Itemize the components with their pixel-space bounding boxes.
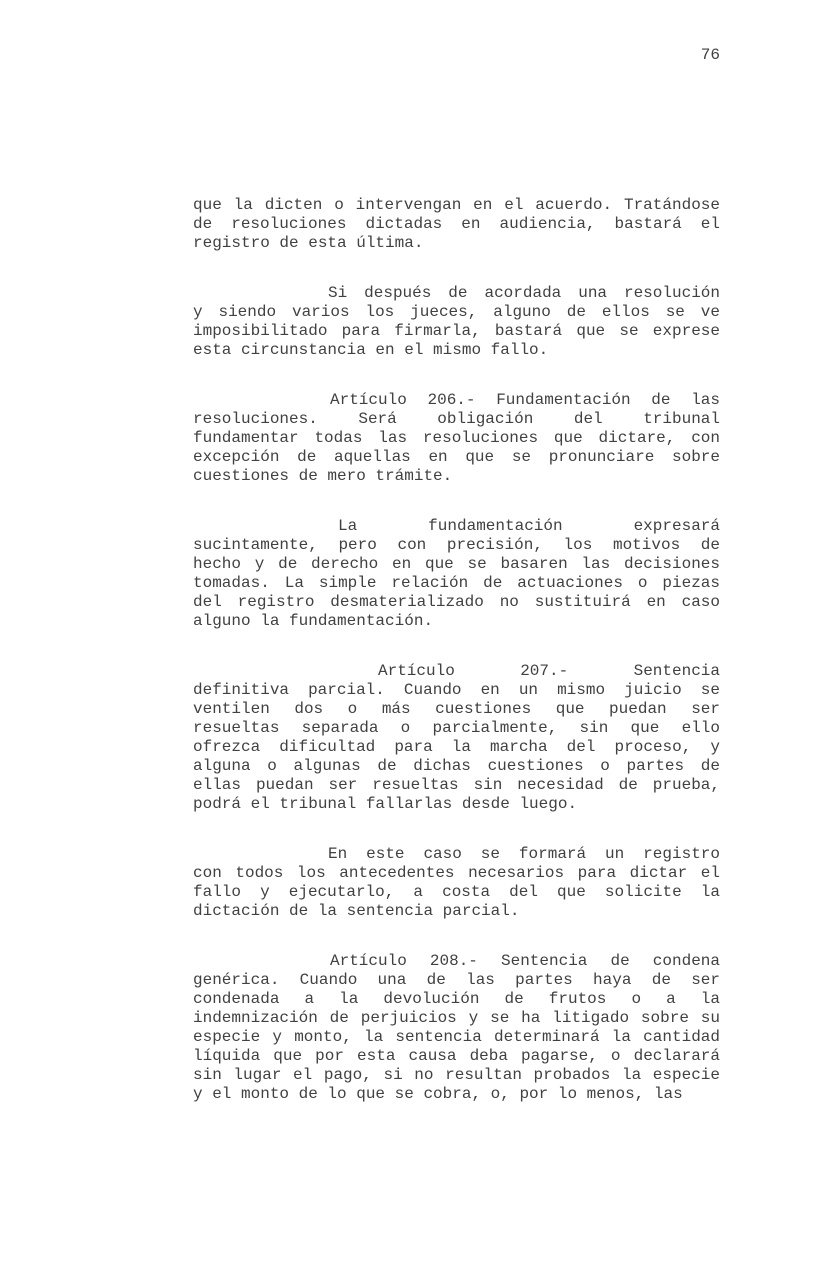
text-line: sucintamente, pero con precisión, los motivos de xyxy=(193,536,720,554)
text-line: podrá el tribunal fallarlas desde luego. xyxy=(193,795,578,813)
document-content xyxy=(193,196,720,1104)
text-line: alguno la fundamentación. xyxy=(193,612,434,630)
text-line: de resoluciones dictadas en audiencia, bastará el xyxy=(193,215,720,233)
text-line: ellas puedan ser resueltas sin necesidad de prueba, xyxy=(193,776,720,794)
text-line: definitiva parcial. Cuando en un mismo juicio se xyxy=(193,681,720,699)
text-line: esta circunstancia en el mismo fallo. xyxy=(193,341,549,359)
text-line: fallo y ejecutarlo, a costa del que solicite la xyxy=(193,883,720,901)
text-line: resoluciones. Será obligación del tribunal xyxy=(193,410,720,428)
text-line: excepción de aquellas en que se pronunciare sobre xyxy=(193,448,720,466)
paragraph xyxy=(193,952,720,1104)
text-line: y el monto de lo que se cobra, o, por lo menos, las xyxy=(193,1085,683,1103)
text-line: que la dicten o intervengan en el acuerdo. Tratándose xyxy=(193,196,720,214)
text-line: fundamentar todas las resoluciones que dictare, con xyxy=(193,429,720,447)
text-line: indemnización de perjuicios y se ha litigado sobre su xyxy=(193,1009,720,1027)
paragraph xyxy=(193,517,720,631)
text-line: condenada a la devolución de frutos o a la xyxy=(193,990,720,1008)
text-line: hecho y de derecho en que se basaren las decisiones xyxy=(193,555,720,573)
text-line: ofrezca dificultad para la marcha del proceso, y xyxy=(193,738,720,756)
text-line: tomadas. La simple relación de actuaciones o piezas xyxy=(193,574,720,592)
paragraph xyxy=(193,196,720,253)
text-line: Artículo 206.- Fundamentación de las xyxy=(330,391,720,409)
text-line: dictación de la sentencia parcial. xyxy=(193,902,520,920)
text-line: resueltas separada o parcialmente, sin que ello xyxy=(193,719,720,737)
text-line: registro de esta última. xyxy=(193,234,424,252)
text-line: Si después de acordada una resolución xyxy=(328,284,720,302)
text-line: Artículo 208.- Sentencia de condena xyxy=(330,952,720,970)
text-line: líquida que por esta causa deba pagarse, o declarará xyxy=(193,1047,720,1065)
text-line: Artículo 207.- Sentencia xyxy=(378,662,720,680)
paragraph xyxy=(193,662,720,814)
text-line: genérica. Cuando una de las partes haya de ser xyxy=(193,971,720,989)
text-line: alguna o algunas de dichas cuestiones o partes de xyxy=(193,757,720,775)
page-number: 76 xyxy=(700,46,720,64)
paragraph xyxy=(193,845,720,921)
text-line: ventilen dos o más cuestiones que puedan ser xyxy=(193,700,720,718)
text-line: cuestiones de mero trámite. xyxy=(193,467,453,485)
text-line: La fundamentación expresará xyxy=(338,517,720,535)
paragraph xyxy=(193,391,720,486)
text-line: En este caso se formará un registro xyxy=(328,845,720,863)
paragraph xyxy=(193,284,720,360)
text-line: sin lugar el pago, si no resultan probados la especie xyxy=(193,1066,720,1084)
text-line: y siendo varios los jueces, alguno de ellos se ve xyxy=(193,303,720,321)
text-line: del registro desmaterializado no sustituirá en caso xyxy=(193,593,720,611)
text-line: imposibilitado para firmarla, bastará que se exprese xyxy=(193,322,720,340)
text-line: con todos los antecedentes necesarios para dictar el xyxy=(193,864,720,882)
text-line: especie y monto, la sentencia determinará la cantidad xyxy=(193,1028,720,1046)
